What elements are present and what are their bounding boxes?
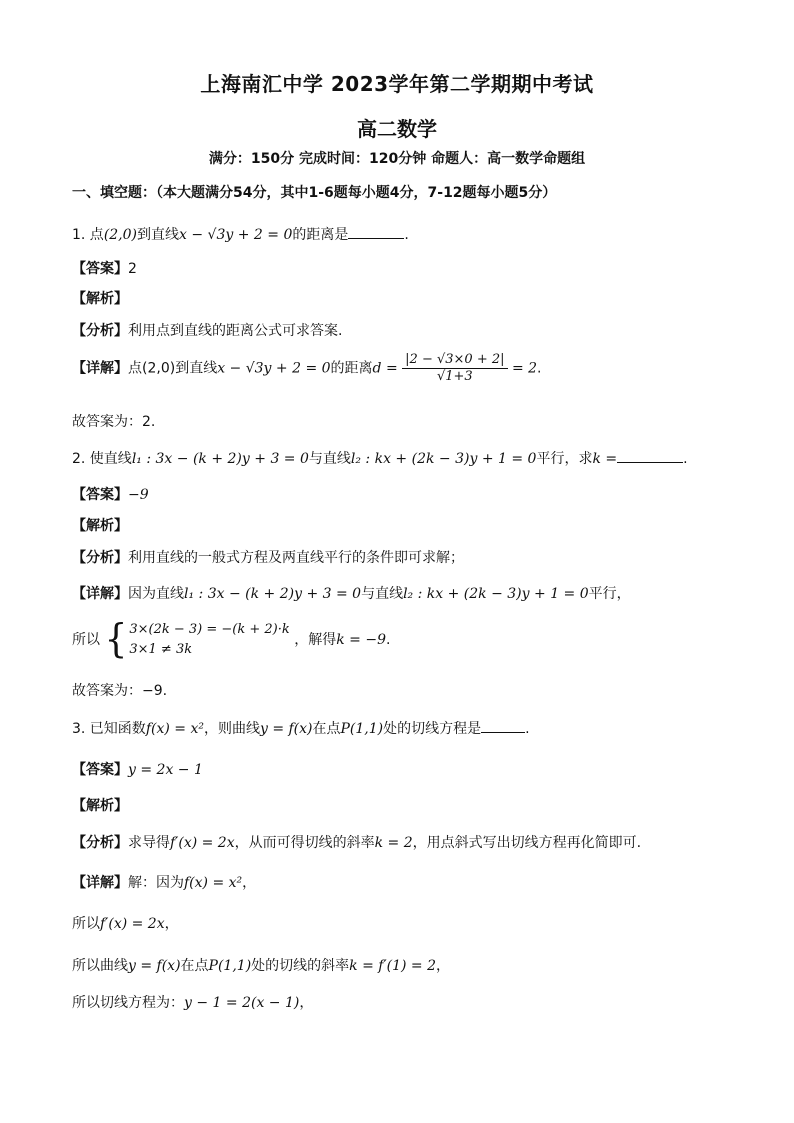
q2-solve-eq: k = −9: [336, 632, 386, 648]
q2-jiexi-label: 【解析】: [72, 518, 128, 534]
q1-frac-num: |2 − √3×0 + 2|: [402, 352, 507, 369]
q1-detail-mid: 的距离: [330, 360, 373, 377]
q1-detail-pre: 点(2,0)到直线: [128, 360, 218, 377]
q3-jiexi-label: 【解析】: [72, 798, 128, 814]
q3-answer-value: y = 2x − 1: [128, 762, 203, 778]
q3-analysis-tail: ，用点斜式写出切线方程再化简即可.: [412, 835, 642, 851]
q2-period: .: [683, 451, 688, 467]
q3-so2-curve: y = f(x): [128, 958, 181, 974]
q2-l2: l₂ : kx + (2k − 3)y + 1 = 0: [350, 451, 537, 467]
q1-conclusion: 故答案为：2.: [72, 414, 156, 430]
q3-step-2: [72, 955, 450, 975]
q1-detail-eq: x − √3y + 2 = 0: [217, 360, 331, 377]
q1-detail: [72, 352, 542, 385]
q2-answer-blank: [617, 450, 683, 463]
q2-conclusion: 故答案为：−9.: [72, 683, 168, 699]
q2-mid: 与直线: [308, 451, 351, 467]
q1-line-eq: x − √3y + 2 = 0: [179, 227, 293, 243]
detail-label: 【详解】: [72, 360, 128, 377]
q3-so2-pre: 所以曲线: [72, 958, 128, 974]
q1-point: (2,0): [103, 227, 138, 243]
q3-analysis-mid: ，从而可得切线的斜率: [234, 835, 375, 851]
q1-num: 1. 点: [72, 227, 104, 243]
exam-meta: 满分：150分 完成时间：120分钟 命题人：高一数学命题组: [208, 151, 586, 167]
q3-so1-eq: f′(x) = 2x: [100, 916, 165, 932]
q1-frac-den: √1+3: [436, 369, 473, 384]
answer-label: 【答案】: [72, 762, 128, 778]
q2-analysis: [72, 547, 464, 567]
q1-detail-result: = 2: [511, 360, 538, 377]
section-heading: 一、填空题：（本大题满分54分，其中1-6题每小题4分，7-12题每小题5分）: [72, 185, 557, 201]
detail-label: 【详解】: [72, 875, 128, 891]
q3-detail-fx: f(x) = x²: [184, 875, 243, 891]
q1-jiexi-label: 【解析】: [72, 291, 128, 307]
q2-detail-l2: l₂ : kx + (2k − 3)y + 1 = 0: [403, 586, 589, 602]
q3-answer-blank: [481, 720, 525, 733]
q3-detail: [72, 872, 256, 892]
q3-answer: [72, 759, 203, 779]
q3-at: 在点: [312, 721, 341, 737]
answer-label: 【答案】: [72, 487, 128, 503]
q3-analysis-pre: 求导得: [128, 835, 170, 851]
exam-title: 上海南汇中学 2023学年第二学期期中考试: [200, 72, 594, 96]
q3-detail-end: ，: [242, 875, 257, 891]
question-2: [72, 448, 688, 468]
q3-so2-end: ，: [436, 958, 450, 974]
q3-analysis-deriv: f′(x) = 2x: [170, 835, 235, 851]
q3-period: .: [525, 721, 530, 737]
q1-detail-end: .: [537, 360, 542, 377]
left-brace-icon: {: [104, 616, 128, 662]
q1-mid: 到直线: [137, 227, 180, 243]
q1-answer: [72, 258, 137, 278]
detail-label: 【详解】: [72, 586, 128, 602]
q3-step-1: [72, 913, 179, 933]
q2-sys-row1: 3×(2k − 3) = −(k + 2)·k: [129, 622, 290, 637]
q3-so2-k: k = f′(1) = 2: [349, 958, 436, 974]
q2-detail-pre: 因为直线: [128, 586, 184, 602]
q2-analysis-text: 利用直线的一般式方程及两直线平行的条件即可求解；: [128, 550, 464, 566]
q3-num: 3. 已知函数: [72, 721, 146, 737]
analysis-label: 【分析】: [72, 550, 128, 566]
question-3: [72, 718, 530, 738]
q3-curve: y = f(x): [259, 721, 313, 737]
question-1: [72, 224, 409, 244]
q3-so1-end: ，: [164, 916, 179, 932]
q3-analysis: [72, 832, 641, 852]
q3-detail-pre: 解：因为: [128, 875, 184, 891]
q3-so3-end: ，: [299, 995, 314, 1011]
q2-detail-tail: 平行，: [588, 586, 631, 602]
q3-so3-eq: y − 1 = 2(x − 1): [184, 995, 300, 1011]
q1-answer-value: 2: [128, 261, 137, 277]
q3-tail: 处的切线方程是: [383, 721, 482, 737]
answer-label: 【答案】: [72, 261, 128, 277]
q1-analysis-text: 利用点到直线的距离公式可求答案.: [128, 323, 343, 339]
q3-so1-pre: 所以: [72, 916, 100, 932]
q2-so: 所以: [72, 632, 100, 648]
q2-answer-value: −9: [128, 487, 149, 503]
q2-detail-mid: 与直线: [361, 586, 404, 602]
q2-solve: ，解得: [294, 632, 337, 648]
q2-k-eq: k =: [592, 451, 618, 467]
q2-equation-system: [104, 616, 290, 662]
q2-answer: [72, 484, 149, 504]
q3-point: P(1,1): [340, 721, 384, 737]
q2-detail-l1: l₁ : 3x − (k + 2)y + 3 = 0: [184, 586, 362, 602]
q1-tail: 的距离是: [292, 227, 349, 243]
q3-mid: ，则曲线: [203, 721, 260, 737]
q2-solve-end: .: [385, 632, 391, 648]
q3-so3-pre: 所以切线方程为：: [72, 995, 184, 1011]
q2-system: [72, 616, 391, 662]
q1-detail-d: d =: [372, 360, 398, 377]
q1-period: .: [404, 227, 409, 243]
q3-analysis-k: k = 2: [374, 835, 413, 851]
q3-step-3: [72, 992, 313, 1012]
analysis-label: 【分析】: [72, 323, 128, 339]
q1-distance-fraction: [402, 352, 507, 385]
q2-tail: 平行，求: [536, 451, 593, 467]
analysis-label: 【分析】: [72, 835, 128, 851]
q1-analysis: [72, 320, 342, 340]
q2-detail: [72, 583, 631, 603]
q3-so2-mid: 处的切线的斜率: [251, 958, 350, 974]
q2-sys-row2: 3×1 ≠ 3k: [129, 642, 193, 657]
q2-l1: l₁ : 3x − (k + 2)y + 3 = 0: [131, 451, 309, 467]
q2-num: 2. 使直线: [72, 451, 132, 467]
q3-so2-at: 在点: [180, 958, 209, 974]
subject-title: 高二数学: [357, 117, 437, 141]
q3-so2-point: P(1,1): [208, 958, 252, 974]
q1-answer-blank: [348, 226, 404, 239]
q3-fx: f(x) = x²: [145, 721, 204, 737]
